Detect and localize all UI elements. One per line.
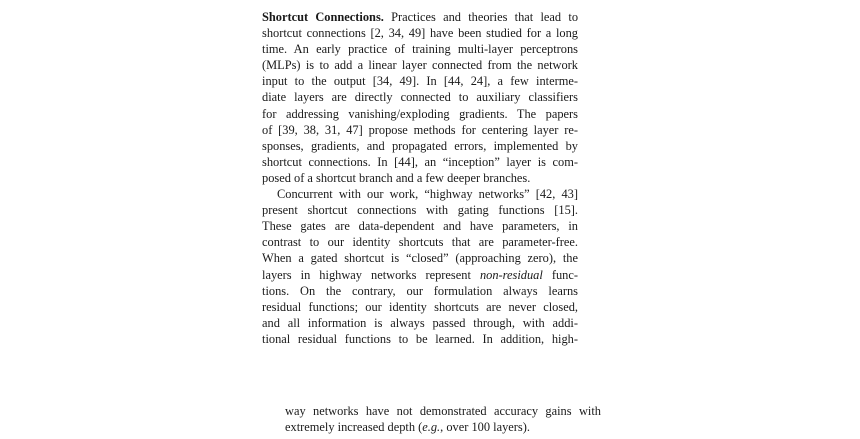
paragraph-line: shortcut connections. In [44], an “inception” layer is com- bbox=[262, 154, 578, 169]
paragraph-line: way networks have not demonstrated accuracy gains with bbox=[285, 404, 601, 418]
emphasis-text: e.g. bbox=[422, 420, 441, 435]
paragraph-line: extremely increased depth (e.g., over 100 layers). bbox=[285, 420, 530, 435]
text-column-main bbox=[262, 9, 578, 347]
paragraph-line: tions. On the contrary, our formulation always learns bbox=[262, 283, 578, 298]
paragraph-line: Concurrent with our work, “highway networks” [42, 43] bbox=[277, 187, 578, 202]
paragraph-line: posed of a shortcut branch and a few deeper branches. bbox=[262, 170, 531, 185]
paragraph-line: present shortcut connections with gating functions [15]. bbox=[262, 203, 578, 218]
emphasis-text: non-residual bbox=[479, 267, 543, 282]
text-column-continuation bbox=[285, 403, 601, 435]
paragraph-line: tional residual functions to be learned. In addition, high- bbox=[262, 331, 578, 346]
paragraph-line: input to the output [34, 49]. In [44, 24], a few interme- bbox=[262, 74, 578, 89]
paragraph-line: diate layers are directly connected to auxiliary classifiers bbox=[262, 90, 578, 105]
paragraph-line: time. An early practice of training multi-layer perceptrons bbox=[262, 42, 578, 57]
paragraph-line: of [39, 38, 31, 47] propose methods for centering layer re- bbox=[262, 122, 578, 137]
paragraph-line: (MLPs) is to add a linear layer connected from the network bbox=[262, 58, 578, 73]
paragraph-line: contrast to our identity shortcuts that are parameter-free. bbox=[262, 235, 578, 250]
paragraph-line: These gates are data-dependent and have parameters, in bbox=[262, 219, 578, 234]
paragraph-line: residual functions; our identity shortcuts are never closed, bbox=[262, 299, 578, 314]
paragraph-line: for addressing vanishing/exploding gradients. The papers bbox=[262, 106, 578, 121]
paragraph-line: and all information is always passed through, with addi- bbox=[262, 315, 578, 330]
paragraph-line: When a gated shortcut is “closed” (approaching zero), the bbox=[262, 251, 578, 266]
paragraph-line: shortcut connections [2, 34, 49] have been studied for a long bbox=[262, 26, 578, 41]
paragraph-line: layers in highway networks represent non-residual func- bbox=[262, 267, 578, 282]
paragraph-heading: Shortcut Connections. bbox=[262, 10, 384, 24]
paragraph-line: sponses, gradients, and propagated errors, implemented by bbox=[262, 138, 578, 153]
paragraph-line: Shortcut Connections. Practices and theories that lead to bbox=[262, 10, 579, 24]
